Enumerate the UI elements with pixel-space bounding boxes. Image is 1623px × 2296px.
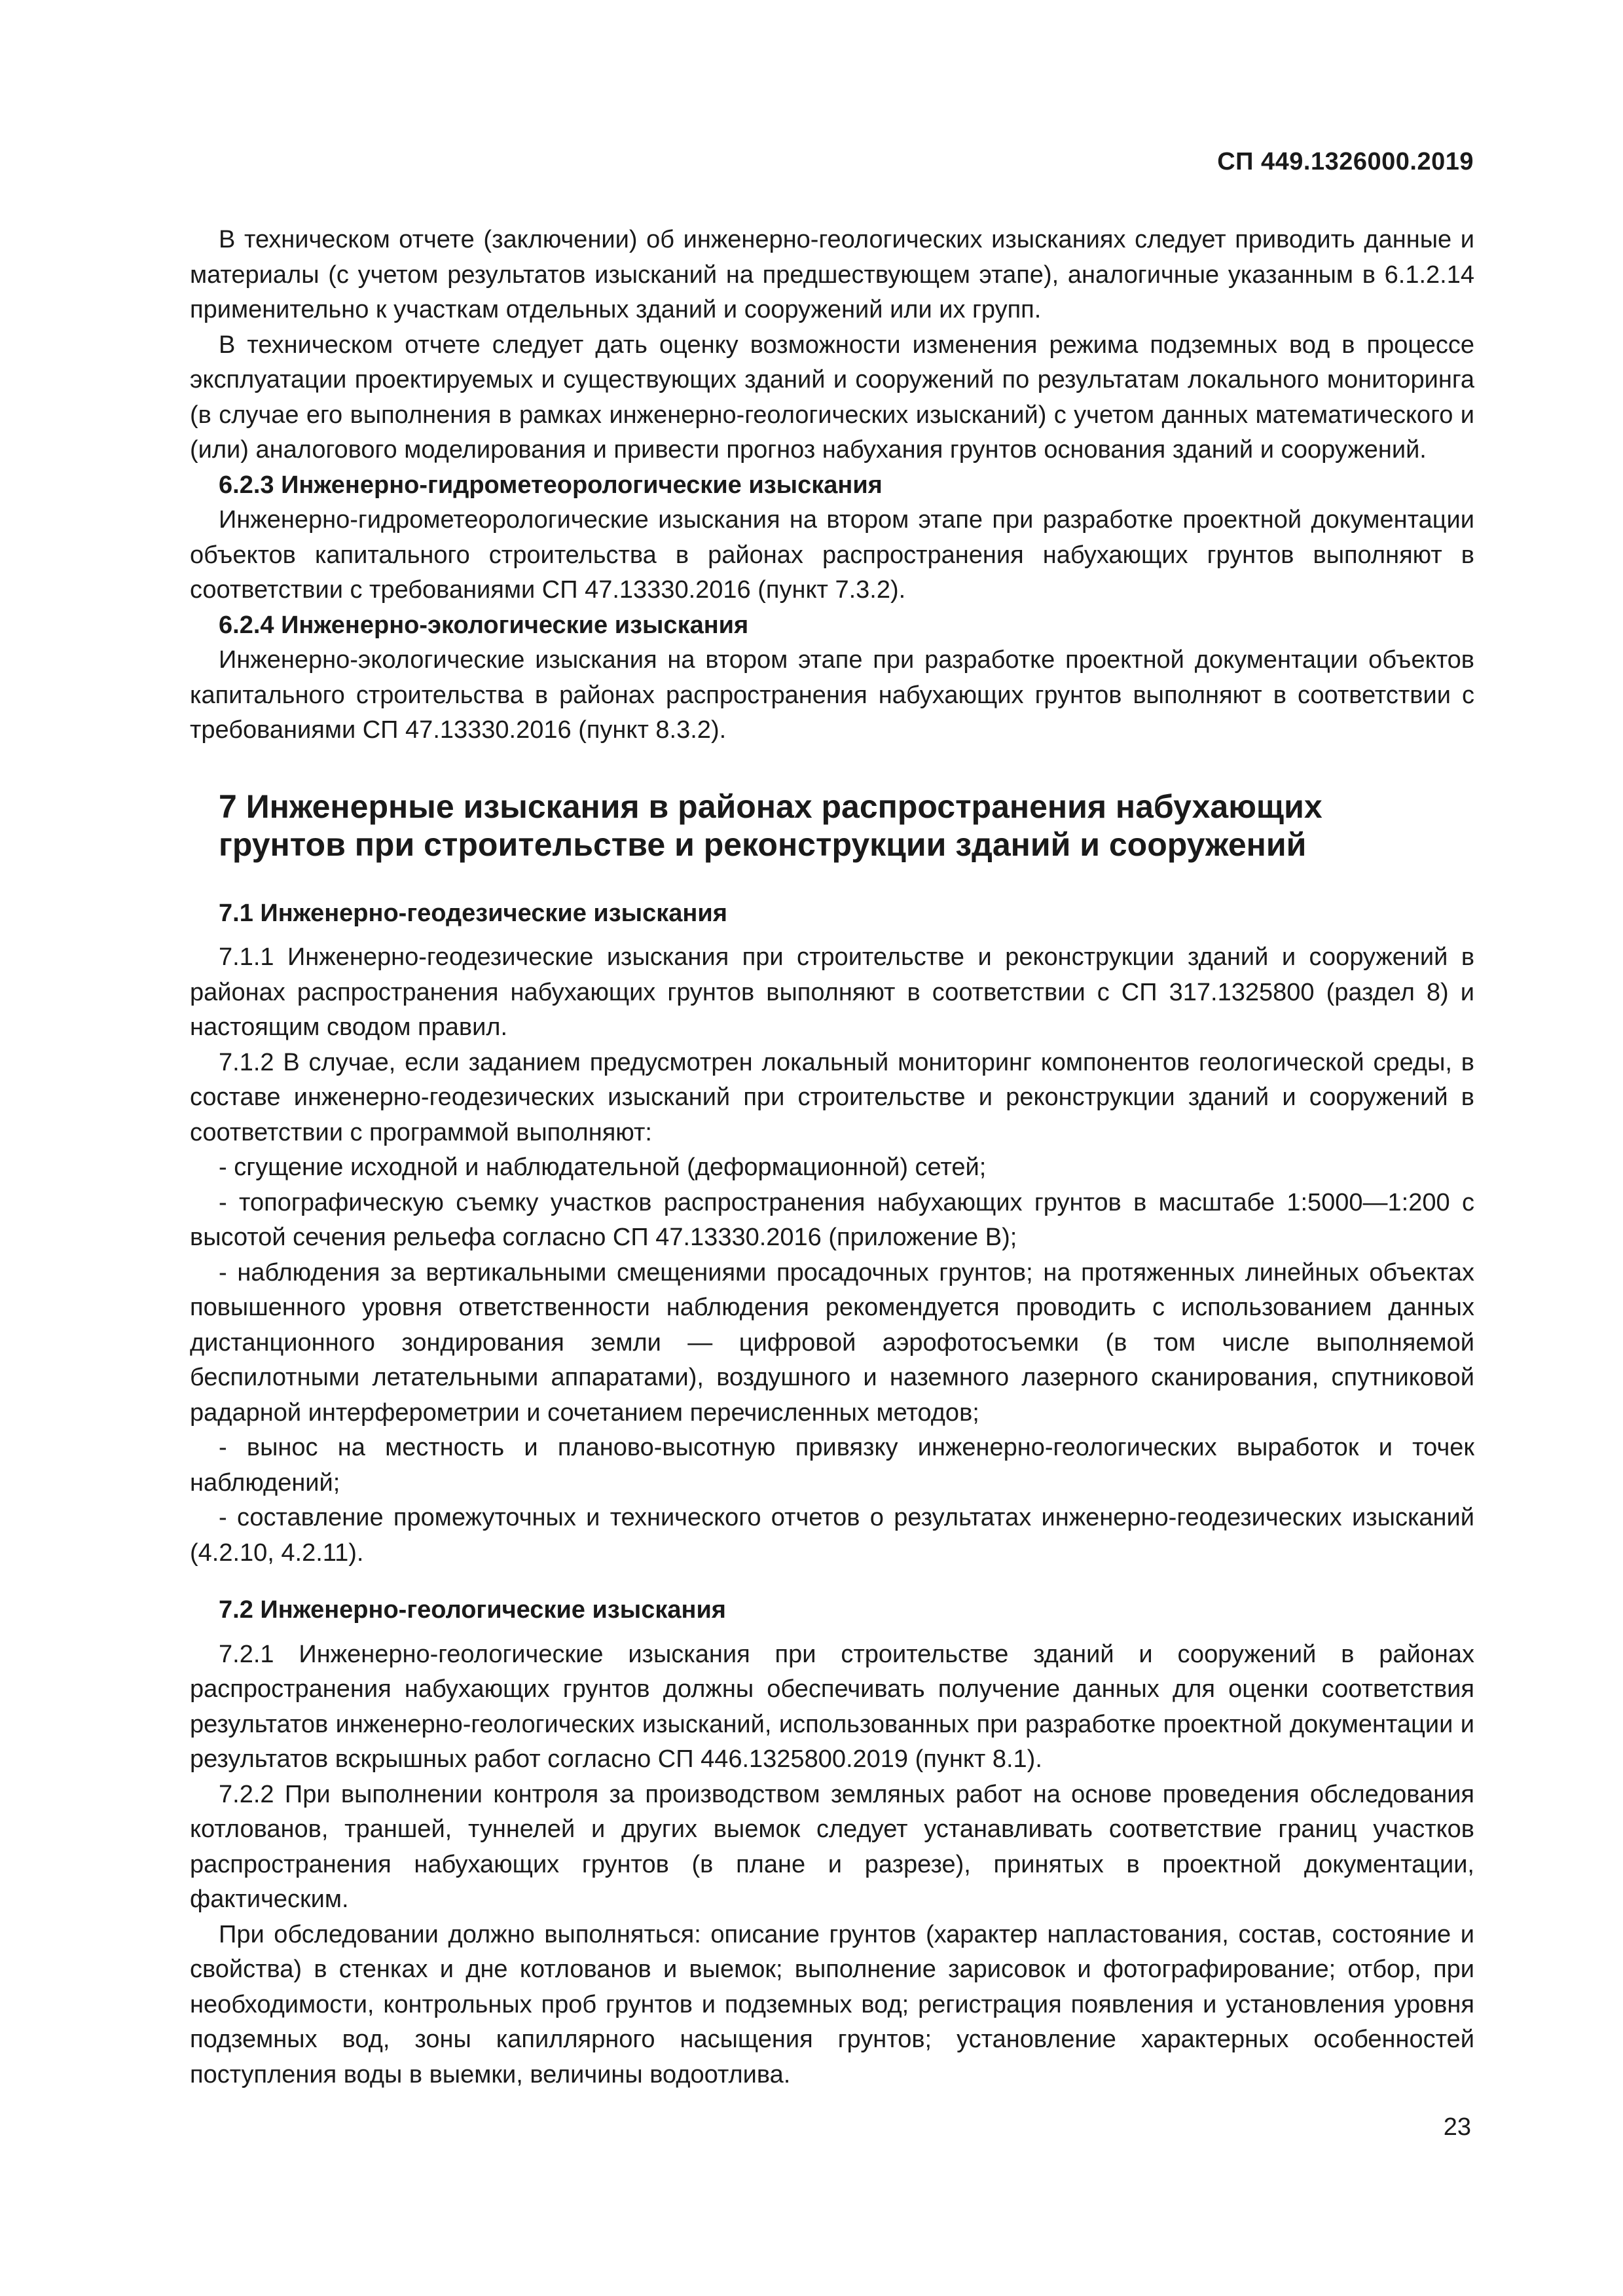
list-item: - составление промежуточных и технического отчетов о результатах инженерно-геодезических изысканий (4.2.10, 4.2.11). (190, 1504, 1474, 1567)
paragraph-7-2-2: 7.2.2 При выполнении контроля за производством земляных работ на основе проведения обследования котлованов, траншей, туннелей и других выемок следует устанавливать соответствие границ участков распространения набухающих грунтов (в плане и разрезе), принятых в проектной документации, фактическим. (190, 1780, 1474, 1913)
page-number: 23 (1443, 2113, 1471, 2141)
heading-6-2-4: 6.2.4 Инженерно-экологические изыскания (219, 611, 749, 639)
paragraph-inspection: При обследовании должно выполняться: описание грунтов (характер напластования, состав, состояние и свойства) в стенках и дне котлованов и выемок; выполнение зарисовок и фотографирование; отбор, при необходимости, контрольных проб грунтов и подземных вод; регистрация появления и установления уровня подземных вод, зоны капиллярного насыщения грунтов; установление характерных особенностей поступления воды в выемки, величины водоотлива. (190, 1920, 1474, 2088)
heading-6-2-3: 6.2.3 Инженерно-гидрометеорологические изыскания (219, 471, 883, 499)
paragraph-groundwater-assessment: В техническом отчете следует дать оценку возможности изменения режима подземных вод в процессе эксплуатации проектируемых и существующих зданий и сооружений по результатам локального мониторинга (в случае его выполнения в рамках инженерно-геологических изысканий) с учетом данных математического и (или) аналогового моделирования и привести прогноз набухания грунтов основания зданий и сооружений. (190, 331, 1474, 464)
paragraph-hydrometeorological: Инженерно-гидрометеорологические изыскания на втором этапе при разработке проектной документации объектов капитального строительства в районах распространения набухающих грунтов выполняют в соответствии с требованиями СП 47.13330.2016 (пункт 7.3.2). (190, 506, 1474, 604)
paragraph-7-2-1: 7.2.1 Инженерно-геологические изыскания при строительстве зданий и сооружений в районах распространения набухающих грунтов должны обеспечивать получение данных для оценки соответствия результатов инженерно-геологических изысканий, использованных при разработке проектной документации и результатов вскрышных работ согласно СП 446.1325800.2019 (пункт 8.1). (190, 1640, 1474, 1773)
paragraph-7-1-1: 7.1.1 Инженерно-геодезические изыскания при строительстве и реконструкции зданий и сооружений в районах распространения набухающих грунтов выполняют в соответствии с СП 317.1325800 (раздел 8) и настоящим сводом правил. (190, 943, 1474, 1041)
list-item: - топографическую съемку участков распространения набухающих грунтов в масштабе 1:5000—1:200 с высотой сечения рельефа согласно СП 47.13330.2016 (приложение В); (190, 1188, 1474, 1251)
document-code: СП 449.1326000.2019 (1217, 148, 1474, 175)
list-item: - наблюдения за вертикальными смещениями просадочных грунтов; на протяженных линейных объектах повышенного уровня ответственности наблюдения рекомендуется проводить с использованием данных дистанционного зондирования земли — цифровой аэрофотосъемки (в том числе выполняемой беспилотными летательными аппаратами), воздушного и наземного лазерного сканирования, спутниковой радарной интерферометрии и сочетанием перечисленных методов; (190, 1258, 1474, 1427)
heading-7-2: 7.2 Инженерно-геологические изыскания (219, 1596, 726, 1624)
paragraph-ecological: Инженерно-экологические изыскания на втором этапе при разработке проектной документации объектов капитального строительства в районах распространения набухающих грунтов выполняют в соответствии с требованиями СП 47.13330.2016 (пункт 8.3.2). (190, 646, 1474, 744)
list-item: - сгущение исходной и наблюдательной (деформационной) сетей; (219, 1154, 987, 1181)
paragraph-report-conclusion: В техническом отчете (заключении) об инженерно-геологических изысканиях следует приводить данные и материалы (с учетом результатов изысканий на предшествующем этапе), аналогичные указанным в 6.1.2.14 применительно к участкам отдельных зданий и сооружений или их групп. (190, 226, 1474, 323)
section-7-title: 7 Инженерные изыскания в районах распространения набухающих грунтов при строительстве и реконструкции зданий и сооружений (219, 788, 1322, 863)
page-body (190, 223, 1474, 2092)
heading-7-1: 7.1 Инженерно-геодезические изыскания (219, 899, 727, 927)
paragraph-7-1-2: 7.1.2 В случае, если заданием предусмотрен локальный мониторинг компонентов геологической среды, в составе инженерно-геодезических изысканий при строительстве и реконструкции зданий и сооружений в соответствии с программой выполняют: (190, 1048, 1474, 1146)
list-item: - вынос на местность и планово-высотную привязку инженерно-геологических выработок и точек наблюдений; (190, 1434, 1474, 1497)
